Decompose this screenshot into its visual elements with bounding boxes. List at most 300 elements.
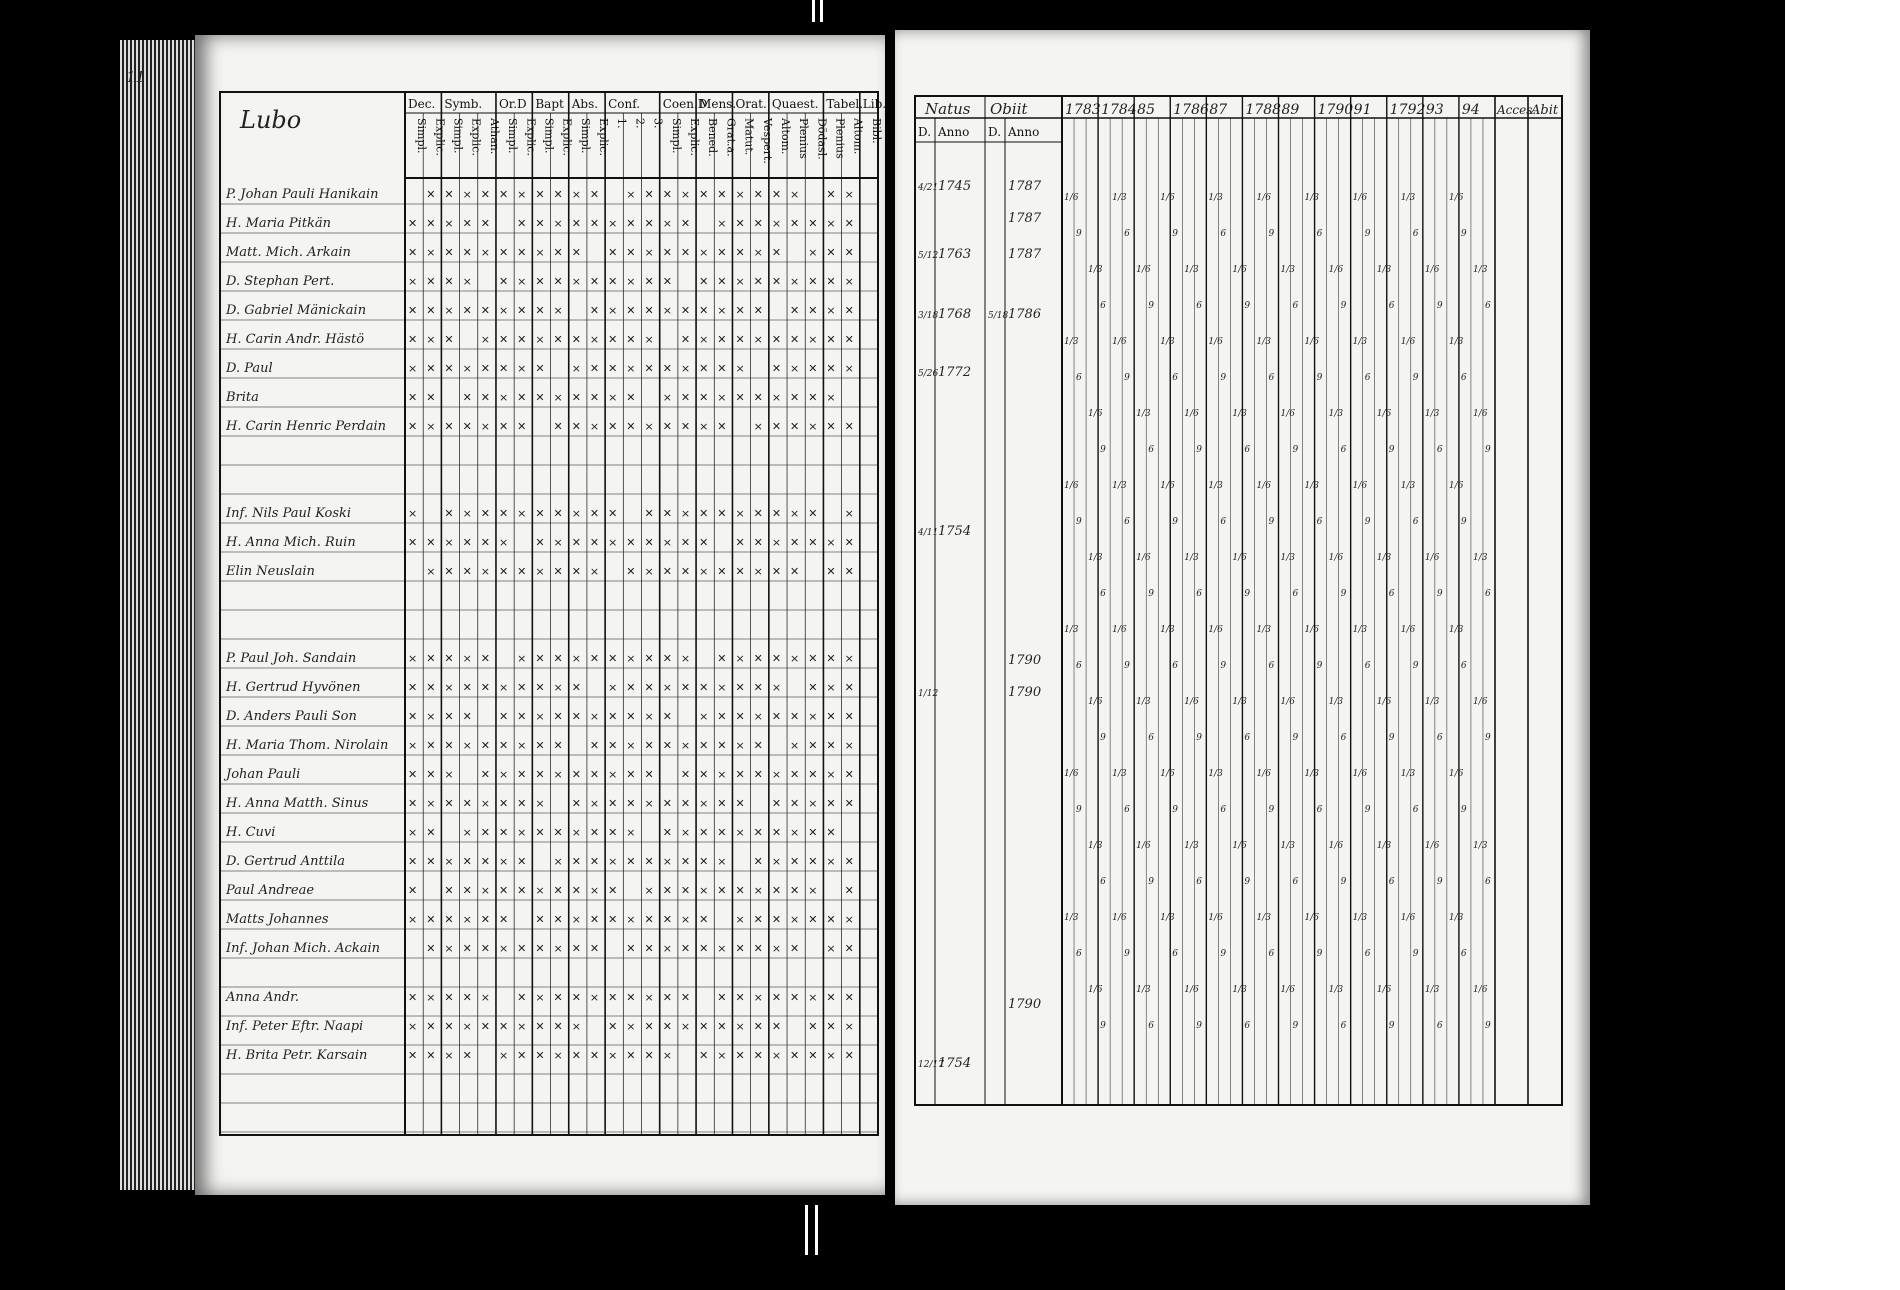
exam-mark: ✕ bbox=[608, 275, 618, 288]
communion-tally: 1/6 bbox=[1376, 409, 1392, 419]
exam-mark: × bbox=[662, 1049, 672, 1062]
sub-heading-2-1: Explic. bbox=[524, 118, 538, 156]
exam-mark: × bbox=[662, 855, 672, 868]
exam-mark: ✕ bbox=[626, 855, 636, 868]
exam-mark: ✕ bbox=[844, 942, 854, 955]
exam-mark: ✕ bbox=[699, 1049, 709, 1062]
exam-mark: ✕ bbox=[771, 797, 782, 810]
communion-tally: 1/3 bbox=[1376, 553, 1392, 563]
exam-mark: × bbox=[699, 565, 709, 578]
exam-mark: × bbox=[480, 333, 490, 346]
communion-tally: 6 bbox=[1100, 301, 1106, 311]
exam-mark: ✕ bbox=[826, 913, 836, 926]
exam-mark: × bbox=[517, 188, 527, 201]
exam-mark: × bbox=[735, 507, 745, 520]
exam-mark: × bbox=[626, 913, 636, 926]
communion-tally: 1/3 bbox=[1304, 481, 1320, 491]
communion-tally: 1/6 bbox=[1280, 697, 1295, 707]
communion-tally: 1/3 bbox=[1184, 553, 1199, 563]
communion-tally: 6 bbox=[1388, 301, 1395, 311]
exam-mark: ✕ bbox=[753, 913, 763, 926]
natus-day-heading: D. bbox=[918, 125, 932, 139]
exam-mark: ✕ bbox=[426, 1049, 436, 1062]
exam-mark: × bbox=[462, 652, 472, 665]
sub-heading-1-0: Simpl. bbox=[451, 118, 465, 154]
communion-tally: 1/3 bbox=[1472, 265, 1488, 275]
exam-mark: ✕ bbox=[699, 362, 709, 375]
exam-mark: ✕ bbox=[844, 333, 854, 346]
exam-mark: ✕ bbox=[408, 710, 418, 723]
exam-mark: ✕ bbox=[498, 884, 509, 897]
communion-tally: 6 bbox=[1412, 805, 1419, 815]
exam-mark: ✕ bbox=[808, 275, 818, 288]
exam-mark: ✕ bbox=[462, 681, 472, 694]
communion-tally: 1/3 bbox=[1400, 769, 1416, 779]
exam-mark: ✕ bbox=[498, 275, 509, 288]
exam-mark: ✕ bbox=[535, 826, 545, 839]
exam-mark: ✕ bbox=[680, 991, 691, 1004]
communion-tally: 6 bbox=[1388, 589, 1395, 599]
entry-natus-year-0: 1745 bbox=[938, 179, 972, 194]
exam-mark: ✕ bbox=[753, 1020, 763, 1033]
exam-mark: ✕ bbox=[480, 391, 490, 404]
sub-heading-10-1: Altom. bbox=[851, 118, 865, 155]
resident-name-13: H. Gertrud Hyvönen bbox=[226, 680, 361, 695]
exam-mark: ✕ bbox=[826, 797, 836, 810]
exam-mark: × bbox=[444, 942, 454, 955]
exam-mark: × bbox=[771, 855, 782, 868]
exam-mark: × bbox=[826, 1049, 836, 1062]
communion-tally: 9 bbox=[1340, 301, 1347, 311]
exam-mark: ✕ bbox=[626, 681, 636, 694]
exam-mark: ✕ bbox=[699, 739, 709, 752]
exam-mark: × bbox=[662, 304, 672, 317]
exam-mark: ✕ bbox=[644, 652, 654, 665]
exam-mark: ✕ bbox=[735, 391, 745, 404]
communion-tally: 9 bbox=[1172, 229, 1178, 239]
exam-mark: ✕ bbox=[790, 391, 800, 404]
sub-heading-8-0: Matut. bbox=[742, 118, 756, 156]
sub-heading-3-0: Simpl. bbox=[542, 118, 556, 154]
column-heading-2: Or.D bbox=[498, 97, 527, 111]
exam-mark: ✕ bbox=[589, 913, 600, 926]
communion-tally: 1/6 bbox=[1160, 481, 1175, 491]
exam-mark: × bbox=[626, 275, 636, 288]
exam-mark: ✕ bbox=[753, 1049, 763, 1062]
communion-tally: 9 bbox=[1244, 589, 1251, 599]
exam-mark: ✕ bbox=[535, 362, 545, 375]
communion-tally: 1/6 bbox=[1256, 481, 1271, 491]
exam-mark: ✕ bbox=[699, 913, 709, 926]
exam-mark: ✕ bbox=[553, 565, 563, 578]
communion-tally: 6 bbox=[1460, 373, 1467, 383]
exam-mark: ✕ bbox=[626, 217, 636, 230]
communion-tally: 1/3 bbox=[1160, 337, 1175, 347]
exam-mark: ✕ bbox=[535, 681, 545, 694]
communion-tally: 6 bbox=[1436, 733, 1443, 743]
exam-mark: ✕ bbox=[535, 739, 545, 752]
exam-mark: × bbox=[553, 942, 563, 955]
communion-tally: 9 bbox=[1268, 517, 1275, 527]
communion-tally: 9 bbox=[1292, 445, 1299, 455]
exam-mark: ✕ bbox=[589, 362, 600, 375]
exam-mark: × bbox=[498, 942, 509, 955]
exam-mark: ✕ bbox=[717, 275, 727, 288]
exam-mark: ✕ bbox=[680, 304, 691, 317]
exam-mark: ✕ bbox=[608, 420, 618, 433]
exam-mark: × bbox=[790, 275, 800, 288]
communion-tally: 1/6 bbox=[1472, 697, 1488, 707]
exam-mark: × bbox=[444, 536, 454, 549]
communion-tally: 9 bbox=[1196, 445, 1203, 455]
exam-mark: × bbox=[790, 913, 800, 926]
exam-mark: ✕ bbox=[571, 217, 581, 230]
exam-mark: × bbox=[680, 652, 691, 665]
exam-mark: ✕ bbox=[535, 391, 545, 404]
communion-tally: 1/3 bbox=[1232, 409, 1247, 419]
exam-mark: ✕ bbox=[462, 420, 472, 433]
exam-mark: ✕ bbox=[735, 1049, 745, 1062]
exam-mark: × bbox=[426, 333, 436, 346]
exam-mark: ✕ bbox=[408, 1049, 418, 1062]
exam-mark: ✕ bbox=[717, 797, 727, 810]
exam-mark: ✕ bbox=[626, 710, 636, 723]
communion-tally: 6 bbox=[1292, 877, 1299, 887]
communion-tally: 1/6 bbox=[1376, 985, 1392, 995]
exam-mark: ✕ bbox=[517, 217, 527, 230]
exam-mark: × bbox=[717, 304, 727, 317]
obiit-heading: Obiit bbox=[990, 100, 1028, 118]
exam-mark: ✕ bbox=[553, 507, 563, 520]
exam-mark: ✕ bbox=[480, 826, 490, 839]
exam-mark: ✕ bbox=[480, 362, 490, 375]
exam-mark: ✕ bbox=[535, 304, 545, 317]
exam-mark: ✕ bbox=[662, 797, 672, 810]
communion-tally: 1/3 bbox=[1328, 409, 1344, 419]
resident-name-25: H. Brita Petr. Karsain bbox=[226, 1048, 368, 1063]
communion-tally: 1/3 bbox=[1088, 553, 1103, 563]
exam-mark: ✕ bbox=[480, 304, 490, 317]
sub-heading-5-0: 1. bbox=[615, 118, 629, 129]
communion-tally: 1/6 bbox=[1424, 265, 1440, 275]
sub-heading-0-1: Explic. bbox=[433, 118, 447, 156]
exam-mark: ✕ bbox=[517, 991, 527, 1004]
exam-mark: ✕ bbox=[644, 1020, 654, 1033]
exam-mark: ✕ bbox=[735, 217, 745, 230]
exam-mark: × bbox=[444, 1049, 454, 1062]
exam-mark: ✕ bbox=[589, 188, 600, 201]
communion-tally: 6 bbox=[1268, 373, 1275, 383]
exam-mark: ✕ bbox=[790, 304, 800, 317]
exam-mark: ✕ bbox=[535, 913, 545, 926]
communion-tally: 6 bbox=[1148, 733, 1154, 743]
communion-tally: 9 bbox=[1388, 445, 1395, 455]
exam-mark: ✕ bbox=[408, 855, 418, 868]
communion-tally: 1/3 bbox=[1088, 265, 1103, 275]
exam-mark: × bbox=[771, 217, 782, 230]
exam-mark: × bbox=[498, 768, 509, 781]
exam-mark: ✕ bbox=[498, 913, 509, 926]
communion-tally: 6 bbox=[1364, 373, 1371, 383]
exam-mark: ✕ bbox=[480, 1020, 490, 1033]
exam-mark: × bbox=[844, 507, 854, 520]
exam-mark: × bbox=[517, 275, 527, 288]
exam-mark: × bbox=[462, 739, 472, 752]
entry-obiit-day-3: 5/18 bbox=[988, 311, 1009, 321]
exam-mark: ✕ bbox=[717, 1020, 727, 1033]
exam-mark: ✕ bbox=[662, 710, 672, 723]
exam-mark: ✕ bbox=[517, 304, 527, 317]
exam-mark: × bbox=[589, 991, 600, 1004]
exam-mark: ✕ bbox=[808, 304, 818, 317]
year-heading-0: 1783 bbox=[1065, 102, 1101, 118]
resident-name-14: D. Anders Pauli Son bbox=[226, 709, 357, 724]
exam-mark: ✕ bbox=[844, 536, 854, 549]
exam-mark: ✕ bbox=[626, 246, 636, 259]
resident-name-2: Matt. Mich. Arkain bbox=[226, 245, 351, 260]
village-heading: Lubo bbox=[240, 106, 302, 134]
exam-mark: × bbox=[771, 681, 782, 694]
exam-mark: ✕ bbox=[844, 710, 854, 723]
exam-mark: × bbox=[699, 333, 709, 346]
exam-mark: ✕ bbox=[462, 942, 472, 955]
exam-mark: × bbox=[462, 362, 472, 375]
communion-tally: 1/6 bbox=[1328, 553, 1344, 563]
exam-mark: × bbox=[608, 391, 618, 404]
communion-tally: 1/6 bbox=[1136, 841, 1151, 851]
communion-tally: 1/6 bbox=[1112, 625, 1127, 635]
exam-mark: × bbox=[498, 681, 509, 694]
exam-mark: ✕ bbox=[753, 681, 763, 694]
exam-mark: ✕ bbox=[735, 681, 745, 694]
exam-mark: ✕ bbox=[553, 420, 563, 433]
exam-mark: ✕ bbox=[808, 652, 818, 665]
resident-name-5: H. Carin Andr. Hästö bbox=[226, 332, 365, 347]
exam-mark: × bbox=[753, 246, 763, 259]
exam-mark: ✕ bbox=[753, 304, 763, 317]
exam-mark: ✕ bbox=[753, 652, 763, 665]
exam-mark: ✕ bbox=[662, 991, 672, 1004]
exam-mark: ✕ bbox=[498, 333, 509, 346]
exam-mark: ✕ bbox=[626, 768, 636, 781]
communion-tally: 6 bbox=[1076, 949, 1082, 959]
exam-mark: × bbox=[753, 565, 763, 578]
exam-mark: ✕ bbox=[444, 710, 454, 723]
exam-mark: ✕ bbox=[608, 884, 618, 897]
exam-mark: ✕ bbox=[571, 246, 581, 259]
natus-year-heading: Anno bbox=[938, 125, 970, 139]
exam-mark: ✕ bbox=[426, 739, 436, 752]
exam-mark: × bbox=[680, 362, 691, 375]
exam-mark: ✕ bbox=[480, 188, 490, 201]
communion-tally: 1/6 bbox=[1400, 913, 1416, 923]
communion-tally: 1/6 bbox=[1280, 985, 1295, 995]
resident-name-11: Elin Neuslain bbox=[226, 564, 315, 579]
communion-tally: 1/3 bbox=[1112, 193, 1127, 203]
exam-mark: ✕ bbox=[753, 942, 763, 955]
exam-mark: ✕ bbox=[790, 710, 800, 723]
communion-tally: 1/3 bbox=[1424, 985, 1440, 995]
sub-heading-6-0: Simpl. bbox=[669, 118, 683, 154]
exam-mark: ✕ bbox=[753, 188, 763, 201]
exam-mark: ✕ bbox=[680, 333, 691, 346]
exam-mark: ✕ bbox=[844, 304, 854, 317]
exam-mark: ✕ bbox=[553, 652, 563, 665]
exam-mark: ✕ bbox=[571, 855, 581, 868]
exam-mark: ✕ bbox=[662, 884, 672, 897]
resident-name-4: D. Gabriel Mänickain bbox=[226, 303, 367, 318]
exam-mark: ✕ bbox=[808, 739, 818, 752]
column-heading-1: Symb. bbox=[444, 97, 483, 111]
exam-mark: × bbox=[735, 188, 745, 201]
exam-mark: ✕ bbox=[553, 333, 563, 346]
exam-mark: ✕ bbox=[535, 1020, 545, 1033]
exam-mark: × bbox=[644, 246, 654, 259]
exam-mark: × bbox=[426, 246, 436, 259]
exam-mark: ✕ bbox=[735, 991, 745, 1004]
exam-mark: × bbox=[444, 681, 454, 694]
column-heading-8: Orat. bbox=[735, 97, 767, 111]
communion-tally: 6 bbox=[1124, 229, 1130, 239]
communion-tally: 1/3 bbox=[1112, 769, 1127, 779]
exam-mark: ✕ bbox=[426, 942, 436, 955]
communion-tally: 1/6 bbox=[1328, 841, 1344, 851]
communion-tally: 1/6 bbox=[1232, 553, 1247, 563]
exam-mark: ✕ bbox=[498, 739, 509, 752]
exam-mark: ✕ bbox=[535, 942, 545, 955]
exam-mark: ✕ bbox=[680, 942, 691, 955]
communion-tally: 9 bbox=[1148, 589, 1154, 599]
exam-mark: × bbox=[517, 362, 527, 375]
exam-mark: ✕ bbox=[844, 681, 854, 694]
communion-tally: 6 bbox=[1412, 229, 1419, 239]
communion-tally: 1/6 bbox=[1064, 481, 1079, 491]
exam-mark: ✕ bbox=[408, 797, 418, 810]
exam-mark: ✕ bbox=[644, 942, 654, 955]
communion-tally: 1/6 bbox=[1184, 697, 1199, 707]
communion-tally: 1/3 bbox=[1400, 481, 1416, 491]
exam-mark: × bbox=[699, 710, 709, 723]
exam-mark: ✕ bbox=[589, 507, 600, 520]
exam-mark: ✕ bbox=[808, 362, 818, 375]
exam-mark: ✕ bbox=[608, 652, 618, 665]
year-heading-4: 87 bbox=[1209, 102, 1228, 118]
entry-natus-year-4: 1772 bbox=[938, 365, 972, 380]
exam-mark: ✕ bbox=[498, 246, 509, 259]
communion-tally: 1/6 bbox=[1112, 337, 1127, 347]
exam-mark: ✕ bbox=[626, 1049, 636, 1062]
communion-tally: 1/3 bbox=[1448, 913, 1464, 923]
entry-natus-day-0: 4/21 bbox=[918, 183, 939, 193]
exam-mark: × bbox=[680, 739, 691, 752]
communion-tally: 1/3 bbox=[1376, 841, 1392, 851]
exam-mark: ✕ bbox=[608, 362, 618, 375]
year-heading-7: 1790 bbox=[1317, 102, 1354, 118]
exam-mark: ✕ bbox=[680, 855, 691, 868]
communion-tally: 1/3 bbox=[1448, 625, 1464, 635]
exam-mark: ✕ bbox=[844, 246, 854, 259]
exam-mark: ✕ bbox=[699, 1020, 709, 1033]
exam-mark: ✕ bbox=[444, 652, 454, 665]
communion-tally: 6 bbox=[1148, 1021, 1154, 1031]
communion-tally: 1/3 bbox=[1256, 337, 1271, 347]
exam-mark: × bbox=[480, 797, 490, 810]
communion-tally: 1/6 bbox=[1472, 409, 1488, 419]
exam-mark: ✕ bbox=[571, 681, 581, 694]
exam-mark: ✕ bbox=[699, 855, 709, 868]
exam-mark: ✕ bbox=[517, 797, 527, 810]
exam-mark: ✕ bbox=[844, 217, 854, 230]
exam-mark: × bbox=[680, 913, 691, 926]
exam-mark: ✕ bbox=[662, 1020, 672, 1033]
communion-tally: 6 bbox=[1100, 877, 1106, 887]
exam-mark: × bbox=[826, 942, 836, 955]
exam-mark: ✕ bbox=[444, 507, 454, 520]
exam-mark: ✕ bbox=[808, 536, 818, 549]
exam-mark: ✕ bbox=[571, 884, 581, 897]
exam-mark: ✕ bbox=[662, 420, 672, 433]
exam-mark: ✕ bbox=[699, 942, 709, 955]
communion-tally: 9 bbox=[1388, 1021, 1395, 1031]
exam-mark: × bbox=[771, 942, 782, 955]
exam-mark: ✕ bbox=[517, 855, 527, 868]
exam-mark: × bbox=[662, 217, 672, 230]
exam-mark: ✕ bbox=[626, 991, 636, 1004]
sub-heading-9-2: Dödasl. bbox=[815, 118, 829, 160]
entry-natus-year-9: 1754 bbox=[938, 1056, 972, 1071]
exam-mark: ✕ bbox=[662, 362, 672, 375]
exam-mark: ✕ bbox=[790, 536, 800, 549]
exam-mark: ✕ bbox=[408, 304, 418, 317]
exam-mark: ✕ bbox=[771, 188, 782, 201]
exam-mark: ✕ bbox=[589, 768, 600, 781]
exam-mark: × bbox=[644, 991, 654, 1004]
exam-mark: × bbox=[790, 188, 800, 201]
communion-tally: 1/6 bbox=[1136, 553, 1151, 563]
sub-heading-2-0: Simpl. bbox=[506, 118, 520, 154]
resident-name-17: H. Anna Matth. Sinus bbox=[226, 796, 369, 811]
exam-mark: ✕ bbox=[790, 991, 800, 1004]
abit-heading: Abit bbox=[1531, 103, 1559, 118]
communion-tally: 6 bbox=[1436, 445, 1443, 455]
exam-mark: ✕ bbox=[444, 565, 454, 578]
communion-tally: 1/3 bbox=[1136, 985, 1151, 995]
exam-mark: ✕ bbox=[662, 739, 672, 752]
exam-mark: ✕ bbox=[444, 275, 454, 288]
exam-mark: ✕ bbox=[553, 246, 563, 259]
exam-mark: ✕ bbox=[826, 188, 836, 201]
exam-mark: ✕ bbox=[717, 652, 727, 665]
resident-name-10: H. Anna Mich. Ruin bbox=[226, 535, 356, 550]
sub-heading-4-0: Simpl. bbox=[578, 118, 592, 154]
exam-mark: × bbox=[717, 855, 727, 868]
exam-mark: × bbox=[571, 275, 581, 288]
exam-mark: × bbox=[480, 420, 490, 433]
exam-mark: ✕ bbox=[626, 304, 636, 317]
communion-tally: 9 bbox=[1364, 229, 1371, 239]
exam-mark: ✕ bbox=[426, 1020, 436, 1033]
exam-mark: ✕ bbox=[608, 991, 618, 1004]
communion-tally: 1/3 bbox=[1448, 337, 1464, 347]
obiit-year-heading: Anno bbox=[1008, 125, 1040, 139]
exam-mark: ✕ bbox=[717, 826, 727, 839]
column-heading-4: Abs. bbox=[571, 97, 599, 111]
year-heading-1: 1784 bbox=[1101, 102, 1137, 118]
exam-mark: ✕ bbox=[426, 826, 436, 839]
exam-mark: ✕ bbox=[462, 884, 472, 897]
exam-mark: ✕ bbox=[735, 565, 745, 578]
communion-tally: 6 bbox=[1268, 949, 1275, 959]
